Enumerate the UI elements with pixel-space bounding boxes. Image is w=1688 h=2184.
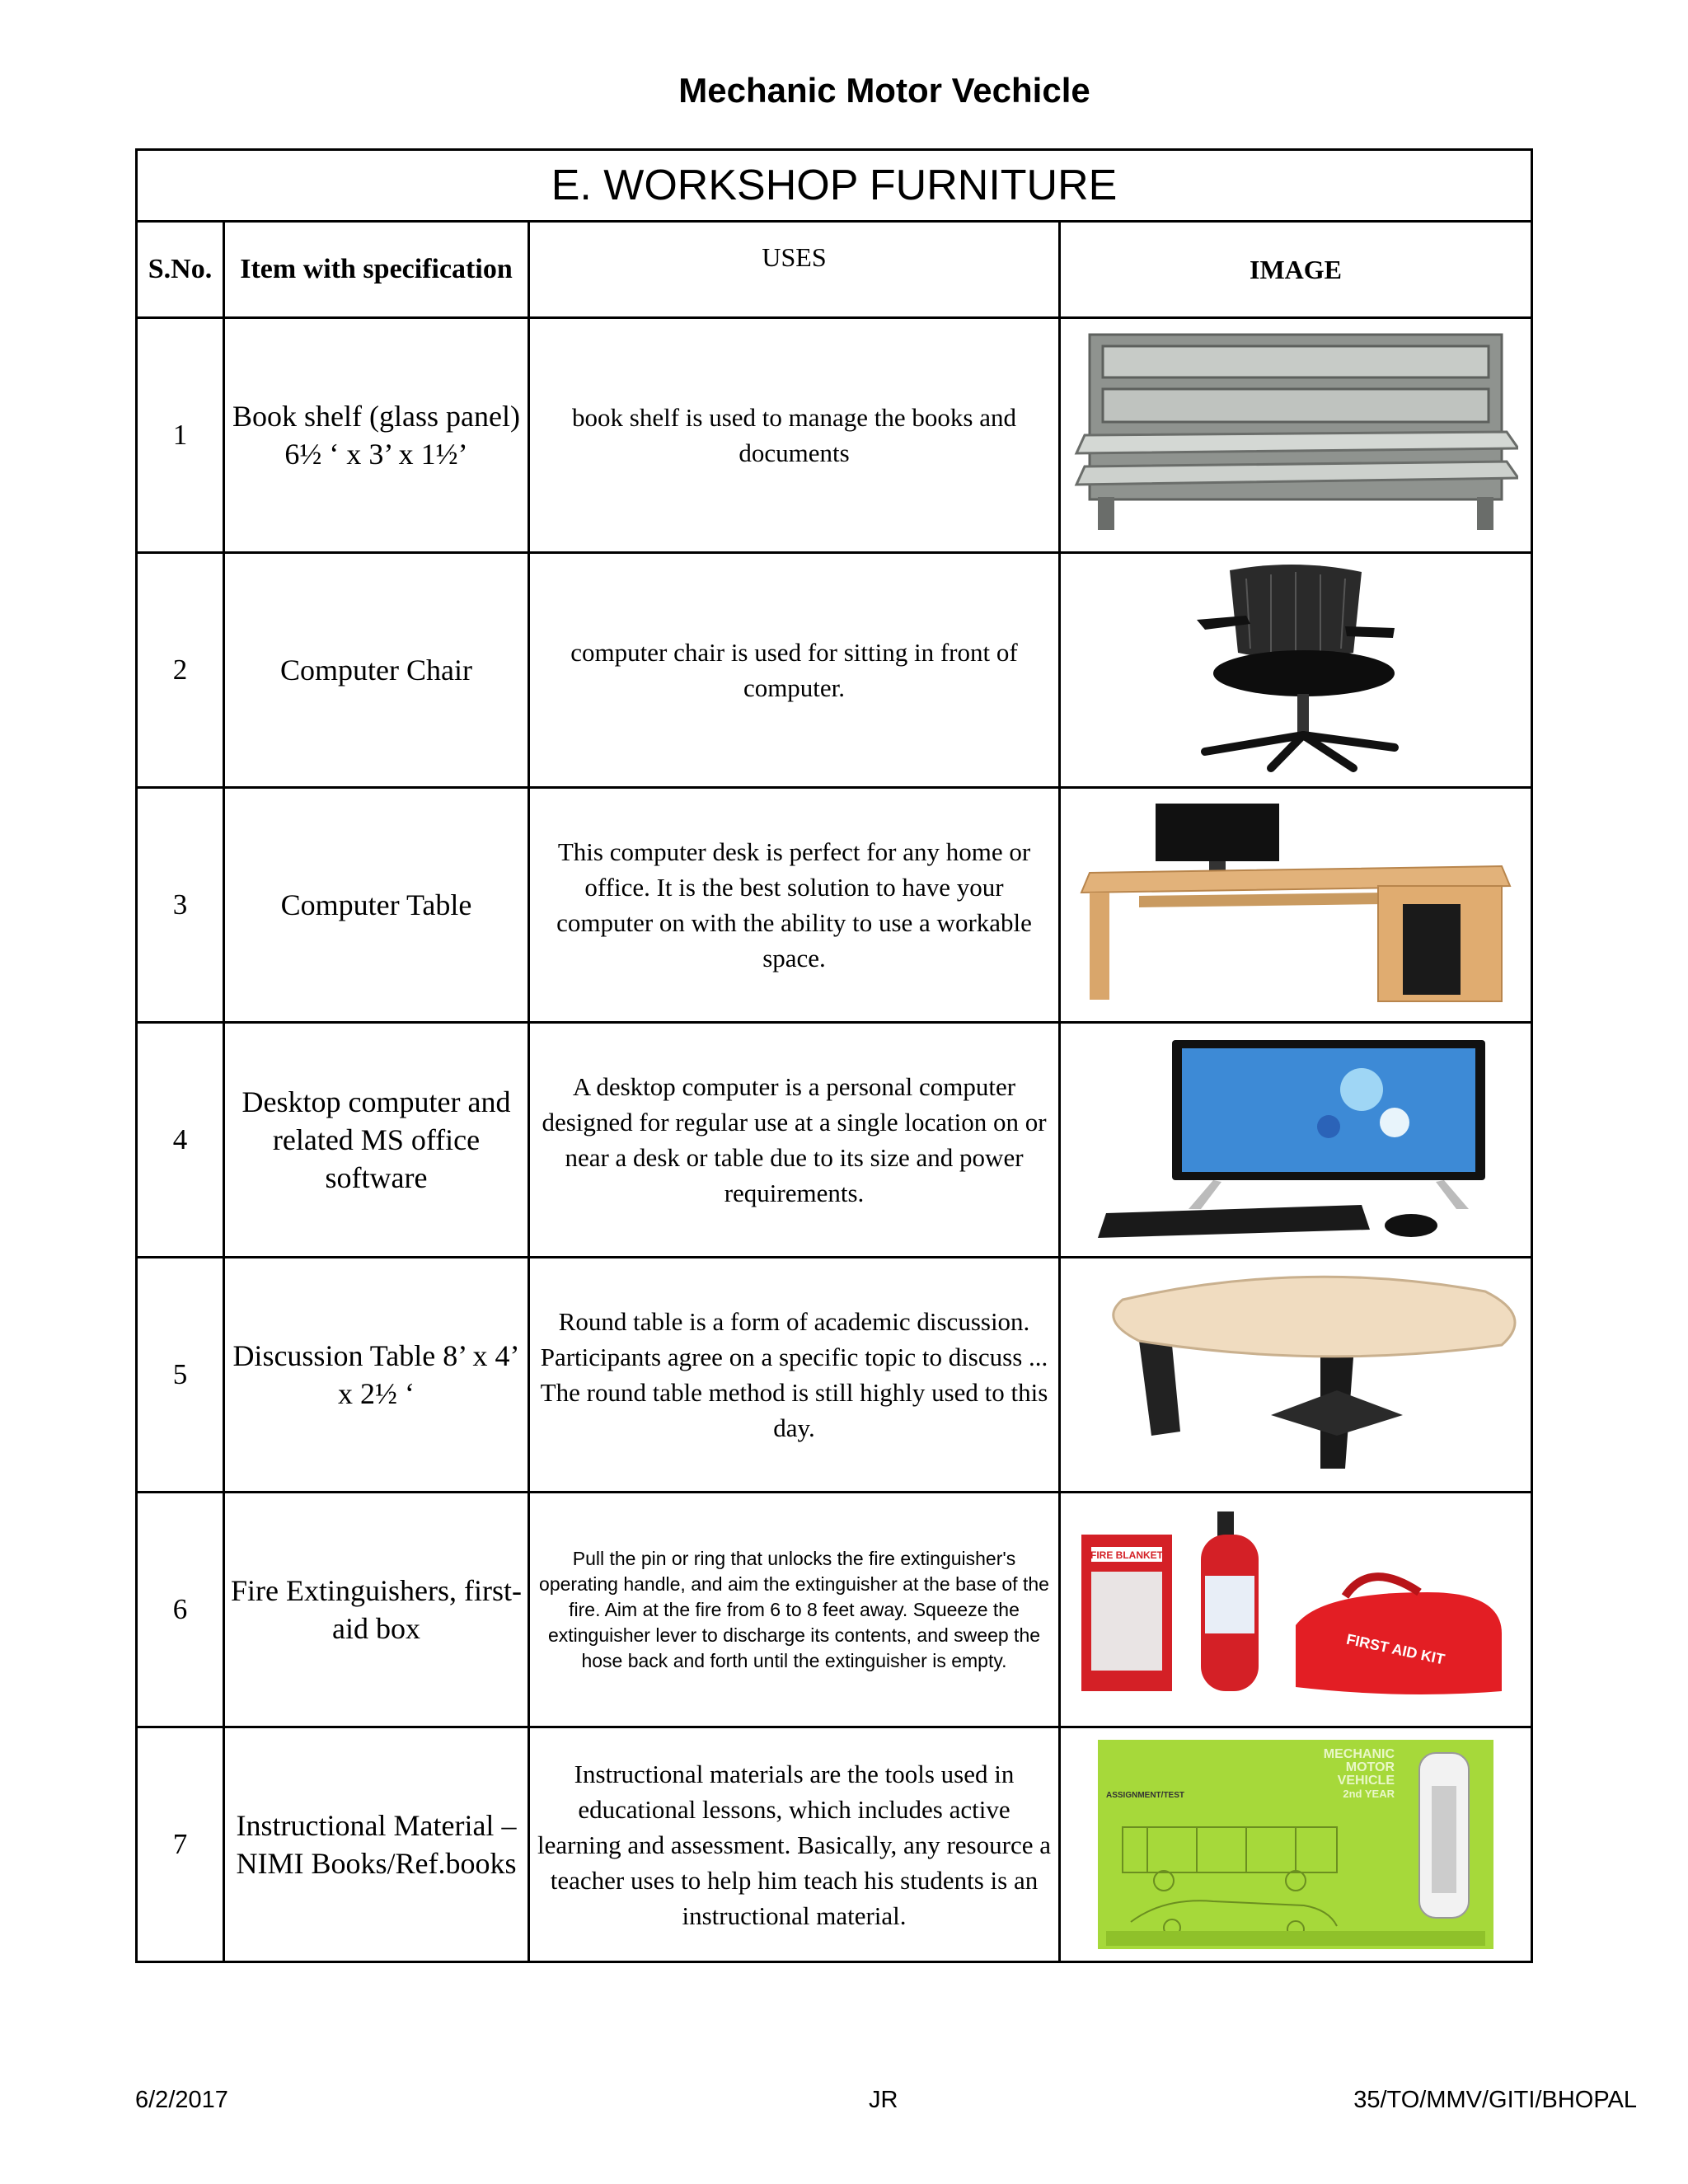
row-sno: 5 [137, 1258, 224, 1493]
row-uses: This computer desk is perfect for any home or office. It is the best solution to have your computer on with the ability to use a workable space. [529, 788, 1060, 1023]
row-item: Discussion Table 8’ x 4’ x 2½ ‘ [224, 1258, 529, 1493]
row-item: Fire Extinguishers, first-aid box [224, 1493, 529, 1727]
row-sno: 3 [137, 788, 224, 1023]
row-image [1060, 553, 1532, 788]
footer-date: 6/2/2017 [135, 2087, 228, 2113]
table-row [137, 1258, 1532, 1493]
row-uses: Pull the pin or ring that unlocks the fire extinguisher's operating handle, and aim the extinguisher at the base of the fire. Aim at the fire from 6 to 8 feet away. Squeeze the extinguisher lever to discharge its contents, and sweep the hose back and forth until the extinguisher is empty. [529, 1493, 1060, 1727]
row-item: Computer Chair [224, 553, 529, 788]
book-cover-line-2: MOTOR [1345, 1760, 1395, 1774]
book-cover-line-3: VEHICLE [1337, 1774, 1395, 1788]
row-image [1060, 318, 1532, 553]
table-row [137, 788, 1532, 1023]
footer-code: 35/TO/MMV/GITI/BHOPAL [1353, 2087, 1637, 2113]
table-row [137, 1023, 1532, 1258]
row-sno: 2 [137, 553, 224, 788]
section-title: E. WORKSHOP FURNITURE [137, 150, 1532, 222]
row-image [1060, 788, 1532, 1023]
column-header-image: IMAGE [1060, 222, 1532, 318]
book-cover-line-4: 2nd YEAR [1343, 1788, 1395, 1800]
row-uses: Instructional materials are the tools used in educational lessons, which includes active learning and assessment. Basically, any resource a teacher uses to help him teach his students is an instructional material. [529, 1727, 1060, 1962]
fire-blanket-label: FIRE BLANKET [1090, 1549, 1163, 1561]
footer-center: JR [869, 2087, 898, 2113]
row-uses: A desktop computer is a personal computer designed for regular use at a single location on or near a desk or table due to its size and power requirements. [529, 1023, 1060, 1258]
row-item: Instructional Material – NIMI Books/Ref.books [224, 1727, 529, 1962]
table-row [137, 318, 1532, 553]
row-sno: 4 [137, 1023, 224, 1258]
row-image [1060, 1023, 1532, 1258]
workshop-furniture-table [135, 148, 1533, 1963]
row-image [1060, 1727, 1532, 1962]
row-uses: computer chair is used for sitting in front of computer. [529, 553, 1060, 788]
row-item: Computer Table [224, 788, 529, 1023]
book-cover-line-5: ASSIGNMENT/TEST [1106, 1791, 1185, 1800]
row-image [1060, 1493, 1532, 1727]
computer-desk-icon [1073, 797, 1518, 1013]
row-image [1060, 1258, 1532, 1493]
column-header-uses: USES [529, 222, 1060, 318]
first-aid-kit-label: FIRST AID KIT [1344, 1630, 1447, 1668]
desktop-computer-icon [1090, 1032, 1502, 1248]
book-cover-line-1: MECHANIC [1323, 1747, 1395, 1761]
glass-bookshelf-icon [1073, 328, 1518, 542]
row-uses: book shelf is used to manage the books and documents [529, 318, 1060, 553]
table-row [137, 1493, 1532, 1727]
column-header-sno: S.No. [137, 222, 224, 318]
row-sno: 7 [137, 1727, 224, 1962]
row-sno: 6 [137, 1493, 224, 1727]
row-uses: Round table is a form of academic discussion. Participants agree on a specific topic to discuss ... The round table method is still highly used to this day. [529, 1258, 1060, 1493]
discussion-table-icon [1073, 1267, 1518, 1483]
table-row [137, 553, 1532, 788]
row-sno: 1 [137, 318, 224, 553]
row-item: Desktop computer and related MS office software [224, 1023, 529, 1258]
fire-extinguisher-first-aid-icon [1073, 1502, 1518, 1718]
row-item: Book shelf (glass panel) 6½ ‘ x 3’ x 1½’ [224, 318, 529, 553]
page-title: Mechanic Motor Vechicle [678, 71, 1090, 110]
office-chair-icon [1172, 562, 1419, 778]
table-row [137, 1727, 1532, 1962]
nimi-book-cover-icon [1090, 1736, 1502, 1952]
column-header-item: Item with specification [224, 222, 529, 318]
